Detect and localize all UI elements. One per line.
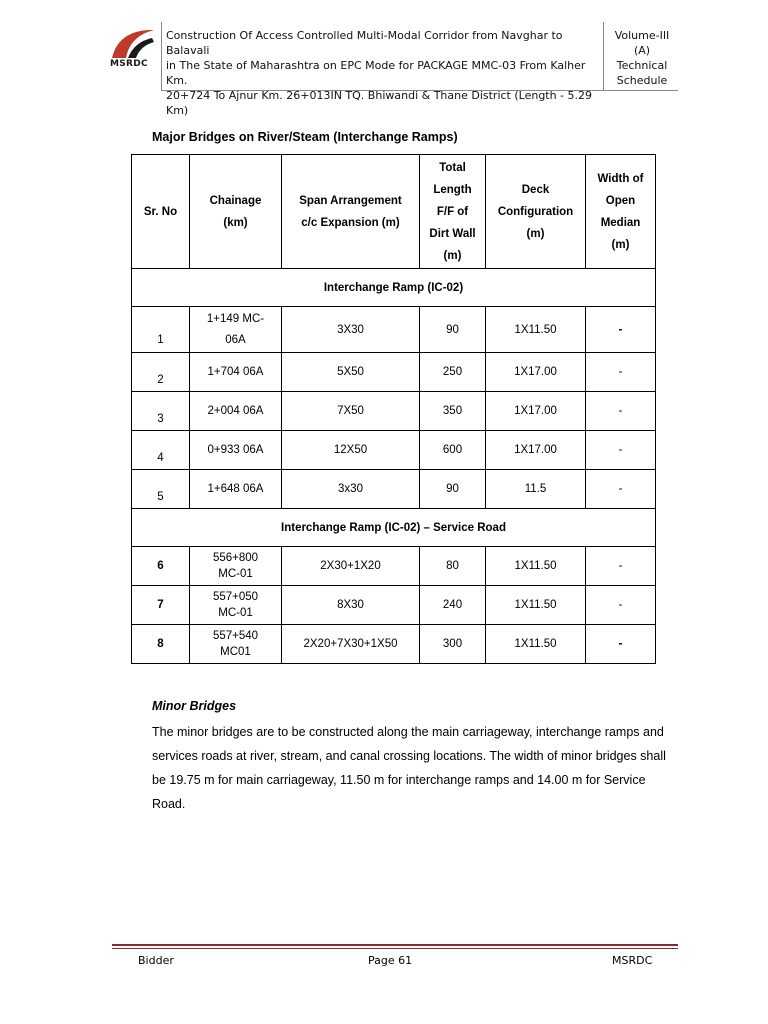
cell-span: 2X20+7X30+1X50 [282,625,420,664]
cell-deck: 1X11.50 [486,586,586,625]
group-label: Interchange Ramp (IC-02) – Service Road [132,509,656,547]
cell-length: 240 [420,586,486,625]
cell-chainage: 1+704 06A [190,353,282,392]
minor-bridges-paragraph: The minor bridges are to be constructed along the main carriageway, interchange ramps and services roads at river, stream, and canal crossing locations. The width of minor bridges shall be 19.75 m for main carriageway, 11.50 m for interchange ramps and 14.00 m for Service Road. [152,725,666,811]
cell-sr: 8 [132,625,190,664]
cell-length: 350 [420,392,486,431]
header-divider [161,22,162,90]
cell-span: 7X50 [282,392,420,431]
major-bridges-table [131,154,656,664]
cell-median: - [586,392,656,431]
footer-page-number: Page 61 [368,954,413,967]
cell-chainage: 2+004 06A [190,392,282,431]
header-line: (m) [611,238,630,251]
chainage-line: 557+540 [212,630,259,642]
volume-line: Technical [616,59,668,72]
cell-span: 5X50 [282,353,420,392]
table-row [132,307,656,353]
cell-length: 80 [420,547,486,586]
header-line: Configuration [497,205,574,218]
cell-deck: 1X11.50 [486,307,586,353]
volume-line: Schedule [616,74,668,87]
cell-median: - [586,307,656,353]
header-divider [603,22,604,90]
cell-length: 90 [420,470,486,509]
header-line: Chainage [209,194,262,207]
project-title-line: in The State of Maharashtra on EPC Mode for PACKAGE MMC-03 From Kalher Km. [166,59,586,87]
header-line: Span Arrangement [299,194,402,207]
footer-right: MSRDC [612,954,653,967]
cell-median: - [586,431,656,470]
header-line: Dirt Wall [429,227,476,240]
table-row [132,470,656,509]
footer-rule [112,944,678,946]
header-span [282,155,420,269]
cell-sr: 3 [132,392,190,431]
cell-sr: 7 [132,586,190,625]
chainage-line: 06A [225,333,246,346]
logo-text: MSRDC [110,59,148,69]
header-sr-no: Sr. No [132,155,190,269]
cell-length: 300 [420,625,486,664]
table-row [132,392,656,431]
group-label-row [132,509,656,547]
table-row [132,431,656,470]
header-line: Total [439,161,466,174]
cell-span: 12X50 [282,431,420,470]
project-title [166,28,600,118]
cell-span: 3x30 [282,470,420,509]
table-row [132,547,656,586]
header-chainage [190,155,282,269]
cell-span: 3X30 [282,307,420,353]
cell-length: 600 [420,431,486,470]
cell-median: - [586,547,656,586]
table-row [132,586,656,625]
chainage-line: MC01 [220,646,251,658]
cell-chainage [190,307,282,353]
chainage-line: 557+050 [212,591,259,603]
header-line: Width of [597,172,644,185]
header-line: (m) [526,227,545,240]
cell-chainage: 1+648 06A [190,470,282,509]
cell-sr: 6 [132,547,190,586]
project-title-line: 20+724 To Ajnur Km. 26+013IN TQ. Bhiwandi & Thane District (Length - 5.29 Km) [166,89,593,117]
table-header-row [132,155,656,269]
cell-length: 250 [420,353,486,392]
logo-arch-icon [108,26,158,60]
cell-deck: 1X17.00 [486,431,586,470]
chainage-line: 1+149 MC- [206,312,265,325]
cell-sr: 4 [132,431,190,470]
group-label: Interchange Ramp (IC-02) [132,269,656,307]
chainage-line: 556+800 [212,552,259,564]
project-title-line: Construction Of Access Controlled Multi-Modal Corridor from Navghar to Balavali [166,29,563,57]
cell-deck: 1X17.00 [486,353,586,392]
header-line: Median [600,216,641,229]
cell-deck: 11.5 [486,470,586,509]
header-line: Open [605,194,636,207]
cell-chainage [190,625,282,664]
table-row [132,625,656,664]
cell-median: - [586,353,656,392]
cell-chainage [190,547,282,586]
footer-rule [112,948,678,949]
table-row [132,353,656,392]
minor-bridges-title: Minor Bridges [152,699,237,713]
cell-span: 2X30+1X20 [282,547,420,586]
msrdc-logo [108,26,158,74]
volume-line: Volume-III [614,29,670,42]
header-line: (m) [443,249,462,262]
header-line: (km) [223,216,248,229]
volume-label [606,28,678,88]
chainage-line: MC-01 [218,568,253,580]
header-line: Deck [521,183,550,196]
header-median [586,155,656,269]
cell-median: - [586,470,656,509]
cell-median: - [586,625,656,664]
volume-line: (A) [633,44,651,57]
cell-sr: 5 [132,470,190,509]
footer-left: Bidder [138,954,174,967]
cell-deck: 1X17.00 [486,392,586,431]
section-title: Major Bridges on River/Steam (Interchange Ramps) [152,130,458,144]
cell-span: 8X30 [282,586,420,625]
cell-sr: 2 [132,353,190,392]
cell-deck: 1X11.50 [486,547,586,586]
header-line: F/F of [436,205,469,218]
cell-chainage [190,586,282,625]
cell-length: 90 [420,307,486,353]
cell-median: - [586,586,656,625]
header-length [420,155,486,269]
group-label-row [132,269,656,307]
cell-sr: 1 [132,307,190,353]
chainage-line: MC-01 [218,607,253,619]
header-deck [486,155,586,269]
cell-chainage: 0+933 06A [190,431,282,470]
header-line: Length [433,183,472,196]
header-line: c/c Expansion (m) [301,216,400,229]
cell-deck: 1X11.50 [486,625,586,664]
